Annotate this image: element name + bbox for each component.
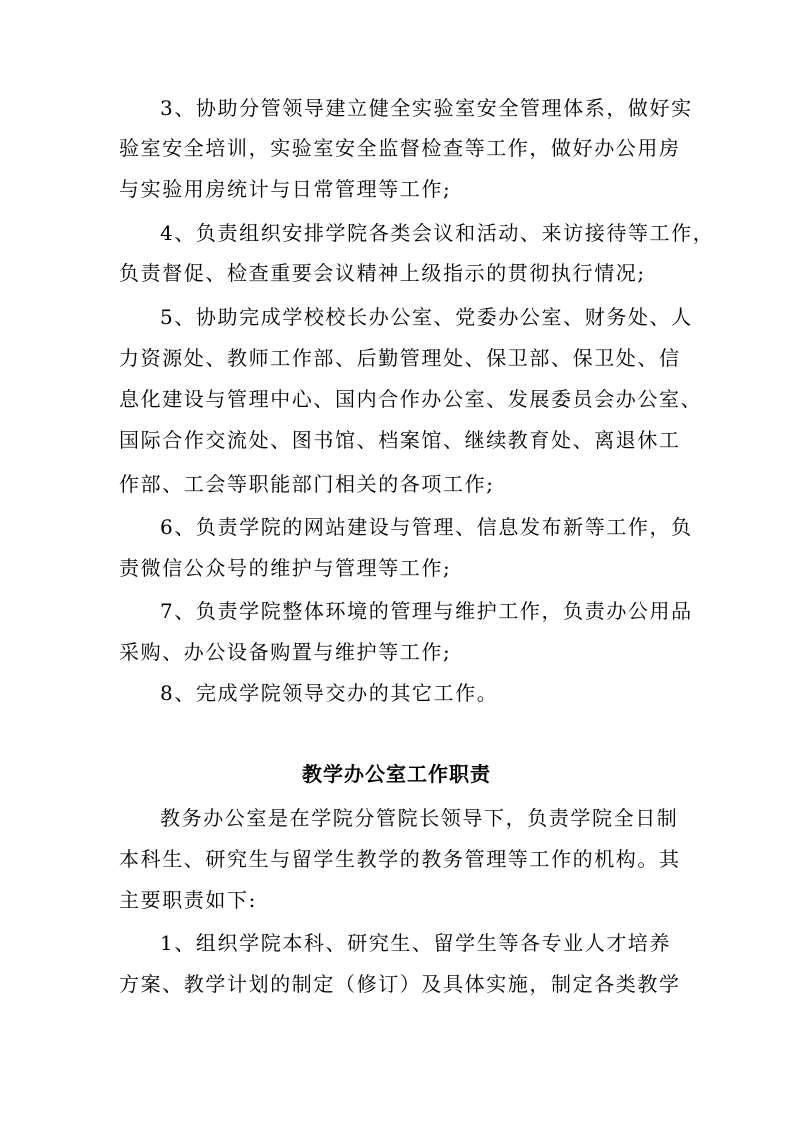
paragraph-4-line-1: 4、负责组织安排学院各类会议和活动、来访接待等工作，: [160, 221, 715, 245]
duty-1-line-2: 方案、教学计划的制定（修订）及具体实施，制定各类教学: [119, 972, 681, 996]
paragraph-5-line-3: 息化建设与管理中心、国内合作办公室、发展委员会办公室、: [119, 387, 703, 411]
paragraph-7-line-1: 7、负责学院整体环境的管理与维护工作，负责办公用品: [160, 599, 693, 623]
section-title: 教学办公室工作职责: [302, 762, 491, 786]
paragraph-3-line-2: 验室安全培训，实验室安全监督检查等工作，做好办公用房: [119, 136, 681, 160]
paragraph-8-line-1: 8、完成学院领导交办的其它工作。: [160, 681, 499, 705]
intro-line-2: 本科生、研究生与留学生教学的教务管理等工作的机构。其: [119, 847, 681, 871]
paragraph-5-line-2: 力资源处、教师工作部、后勤管理处、保卫部、保卫处、信: [119, 346, 681, 370]
intro-line-1: 教务办公室是在学院分管院长领导下，负责学院全日制: [160, 806, 679, 830]
paragraph-6-line-1: 6、负责学院的网站建设与管理、信息发布新等工作，负: [160, 515, 693, 539]
paragraph-5-line-5: 作部、工会等职能部门相关的各项工作;: [119, 472, 495, 496]
paragraph-5-line-4: 国际合作交流处、图书馆、档案馆、继续教育处、离退休工: [119, 428, 681, 452]
paragraph-5-line-1: 5、协助完成学校校长办公室、党委办公室、财务处、人: [160, 305, 693, 329]
paragraph-3-line-3: 与实验用房统计与日常管理等工作;: [119, 177, 452, 201]
paragraph-4-line-2: 负责督促、检查重要会议精神上级指示的贯彻执行情况;: [119, 261, 646, 285]
paragraph-7-line-2: 采购、办公设备购置与维护等工作;: [119, 640, 452, 664]
paragraph-6-line-2: 责微信公众号的维护与管理等工作;: [119, 556, 452, 580]
duty-1-line-1: 1、组织学院本科、研究生、留学生等各专业人才培养: [160, 931, 672, 955]
paragraph-3-line-1: 3、协助分管领导建立健全实验室安全管理体系，做好实: [160, 96, 693, 120]
intro-line-3: 主要职责如下:: [119, 888, 257, 912]
